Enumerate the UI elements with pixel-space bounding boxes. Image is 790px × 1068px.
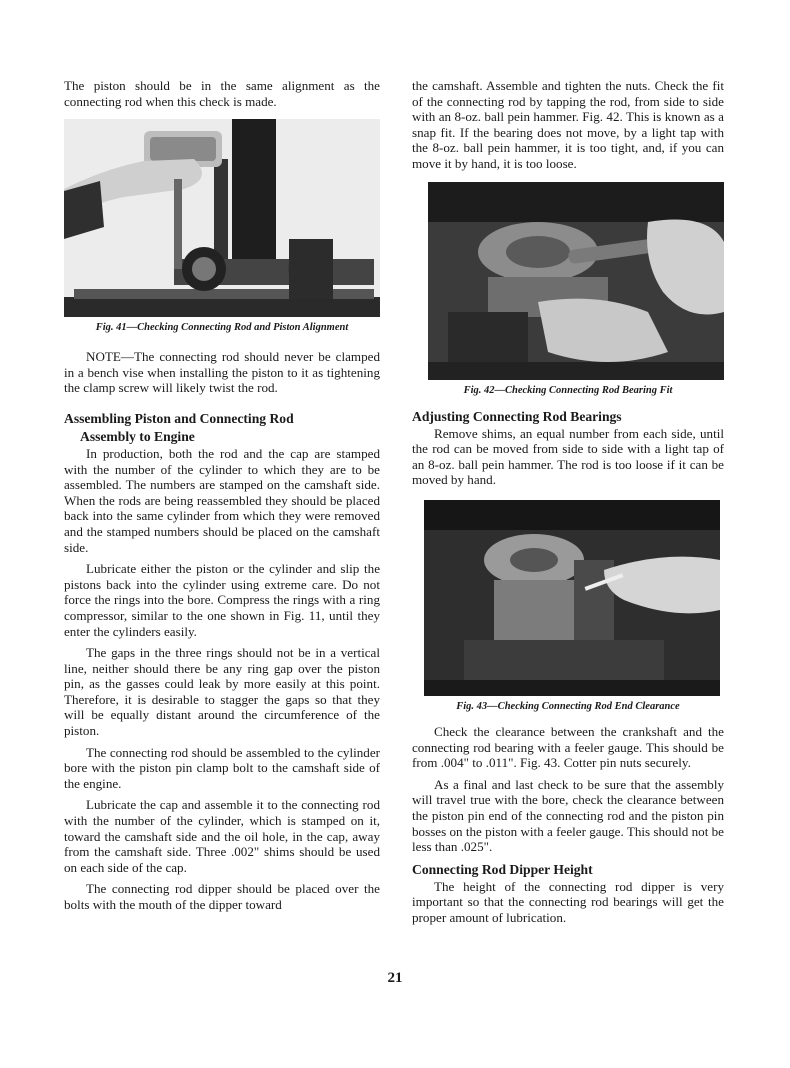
section-heading-adjusting: Adjusting Connecting Rod Bearings [412, 408, 622, 424]
paragraph: Lubricate either the piston or the cylinder and slip the pistons back into the cylinder using extreme care. Do not force the rings into the bore. Compress the rings with a ring compressor, similar to the one shown in Fig. 11, until they enter the cylinders easily. [64, 561, 380, 639]
intro-paragraph: The piston should be in the same alignment as the connecting rod when this check is made. [64, 78, 380, 109]
fig43-caption: Fig. 43—Checking Connecting Rod End Clearance [456, 700, 680, 712]
paragraph: The connecting rod dipper should be placed over the bolts with the mouth of the dipper toward [64, 881, 380, 912]
section-heading-assembling: Assembling Piston and Connecting Rod [64, 410, 294, 426]
page-number: 21 [387, 970, 403, 986]
right-column [412, 78, 724, 925]
paragraph: Check the clearance between the crankshaft and the connecting rod bearing with a feeler gauge. This should be from .004" to .011". Fig. 43. Cotter pin nuts securely. [412, 723, 724, 771]
paragraph: The height of the connecting rod dipper is very important so that the connecting rod bearings will get the proper amount of lubrication. [412, 878, 724, 925]
left-column [64, 78, 380, 913]
fig42-caption: Fig. 42—Checking Connecting Rod Bearing Fit [463, 384, 673, 396]
paragraph: As a final and last check to be sure that the assembly will travel true with the bore, check the clearance between the piston pin end of the connecting rod and the piston pin bosses on the piston with a feeler gauge. This should not be less than .025". [412, 776, 724, 855]
fig41-caption: Fig. 41—Checking Connecting Rod and Piston Alignment [95, 322, 349, 334]
fig41-photo [64, 119, 380, 317]
note-paragraph: NOTE—The connecting rod should never be clamped in a bench vise when installing the piston to it as tightening the clamp screw will likely twist the rod. [64, 349, 380, 396]
paragraph: the camshaft. Assemble and tighten the nuts. Check the fit of the connecting rod by tapping the rod, from side to side with an 8-oz. ball pein hammer. Fig. 42. This is known as a snap fit. If the bearing does not move, by a light tap with the 8-oz. ball pein hammer, it is too tight, and, if you can move it by hand, it is too loose. [412, 78, 724, 171]
section-heading-dipper: Connecting Rod Dipper Height [412, 861, 593, 877]
fig42-photo [428, 182, 724, 380]
paragraph: The gaps in the three rings should not be in a vertical line, neither should there be any ring gap over the piston pin, as the gasses could leak by more easily at this point. Therefore, it is desirable to stagger the gaps so that they will be equally distant around the circumference of the piston. [64, 645, 380, 739]
paragraph: Lubricate the cap and assemble it to the connecting rod with the number of the cylinder, which is stamped on it, toward the camshaft side and the oil hole, in the cap, away from the camshaft side. Three .002" shims should be used on each side of the cap. [64, 797, 380, 875]
fig43-photo [424, 500, 720, 696]
paragraph: In production, both the rod and the cap are stamped with the number of the cylinder to which they are to be assembled. The numbers are stamped on the camshaft side. When the rods are being reassembled they should be placed back into the same cylinder from which they were removed and the stamped numbers should be placed on the camshaft side. [64, 445, 380, 555]
paragraph: Remove shims, an equal number from each side, until the rod can be moved from side to side with a light tap of an 8-oz. ball pein hammer. The rod is too loose if it can be moved by hand. [412, 425, 724, 488]
section-subheading-engine: Assembly to Engine [80, 428, 195, 444]
paragraph: The connecting rod should be assembled to the cylinder bore with the piston pin clamp bolt to the camshaft side of the engine. [64, 744, 380, 791]
